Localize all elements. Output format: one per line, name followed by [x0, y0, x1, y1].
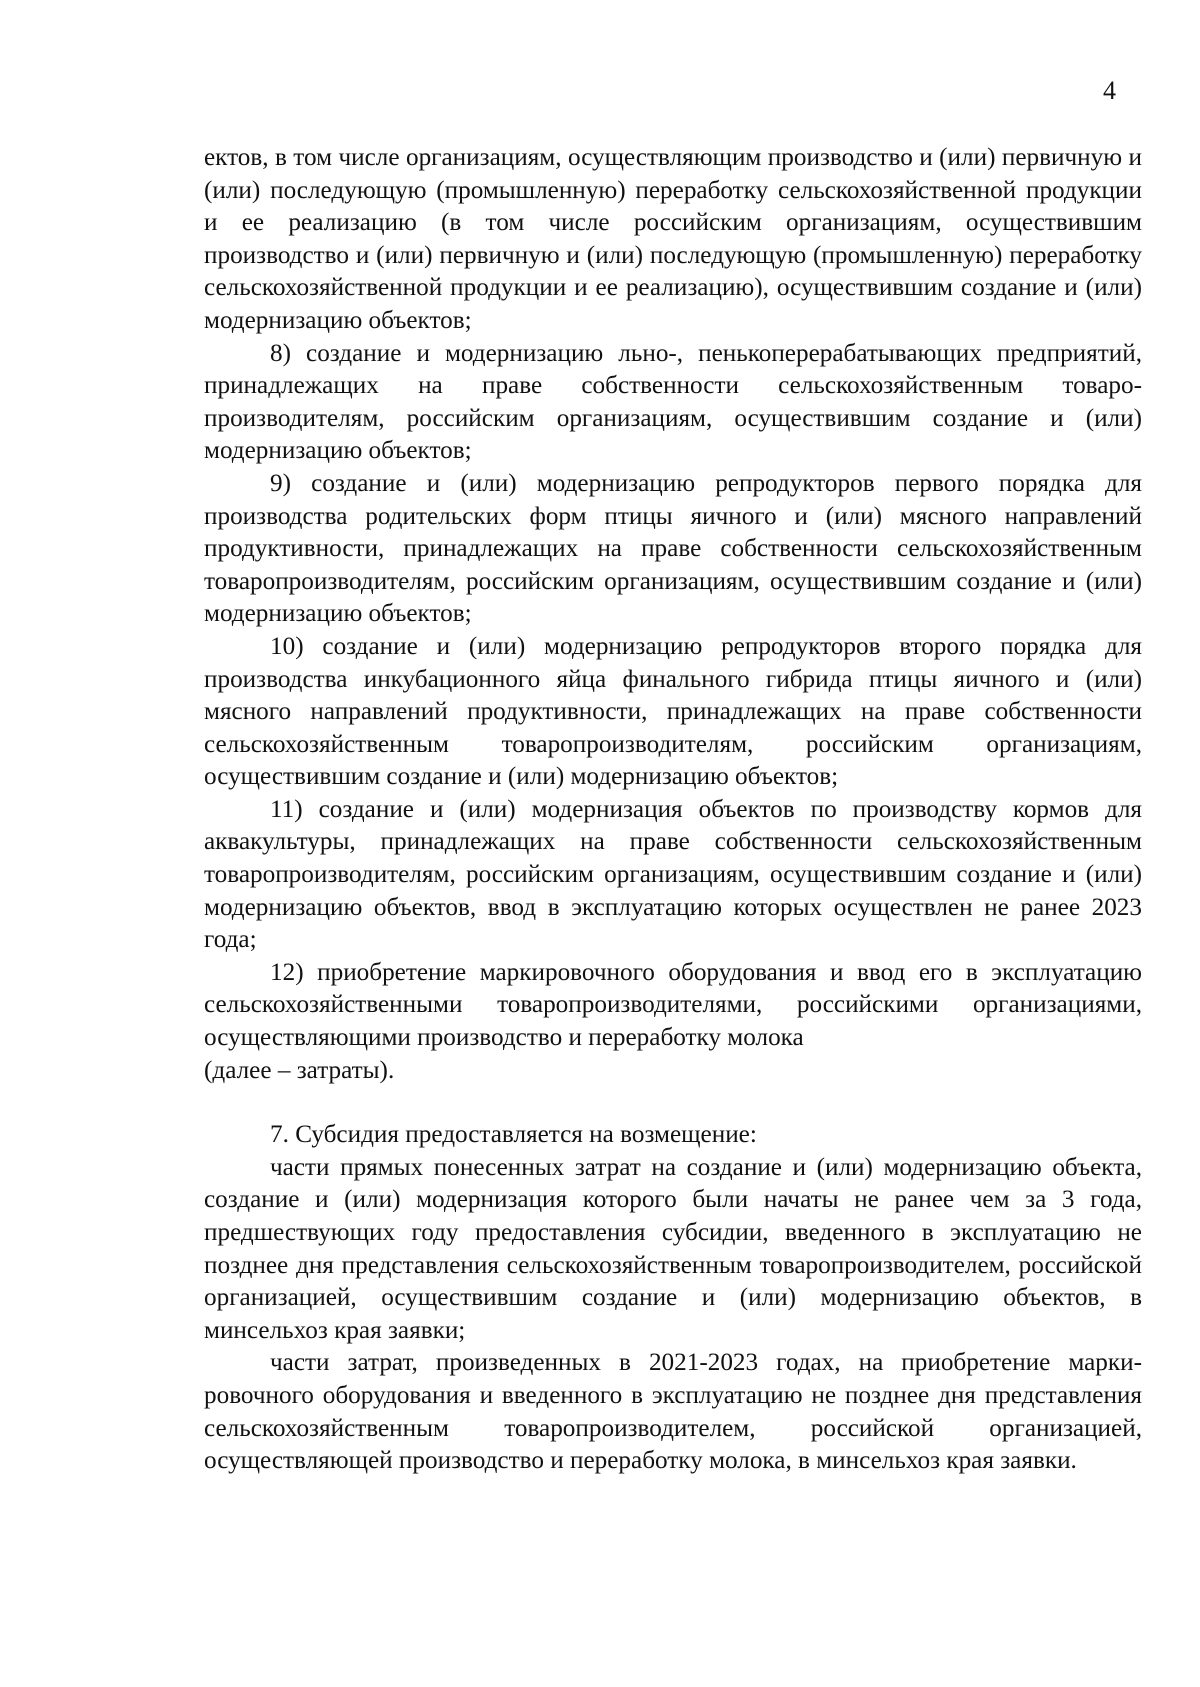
- clause-7-heading: 7. Субсидия предоставляется на возмещение:: [270, 1121, 757, 1149]
- list-item-10: 10) создание и (или) модернизацию репродукторов второго порядка для производства инкубационного яйца финального гибрида птицы яичного и (или) мясного направлений продуктивности, принадлежащих на праве собственности сельскохозяйственным товаропроизводителям, российским организациям, осуществившим создание и (или) модернизацию объектов;: [204, 632, 1142, 791]
- list-item-11: 11) создание и (или) модернизация объектов по производству кормов для аквакультуры, принадлежащих на праве собственности сельскохозяйственным товаропроизводителям, российским организациям, осуществившим создание и (или) модернизацию объектов, ввод в эксплуатацию которых осуществлен не ранее 2023 года;: [204, 795, 1142, 954]
- page-number: 4: [1103, 76, 1116, 105]
- clause-7-part-1: части прямых понесенных затрат на создание и (или) модернизацию объекта, создание и (или) модернизация которого были начаты не ранее чем за 3 года, предшествующих году предоставления субсидии, введенного в эксплуатацию не позднее дня представления сельскохозяйственным товаропроизводителем, российской организацией, осуществившим создание и (или) модернизацию объектов, в минсельхоз края заявки;: [204, 1153, 1142, 1344]
- document-body: [204, 142, 1142, 1478]
- list-item-12-end: (далее – затраты).: [204, 1056, 395, 1084]
- paragraph-gap: [204, 1087, 1142, 1119]
- list-item-12: 12) приобретение маркировочного оборудования и ввод его в эксплуатацию сельскохозяйственными товаропроизводителями, российскими организациями, осуществляющими производство и переработку молока: [204, 958, 1142, 1052]
- paragraph-continuation: ектов, в том числе организациям, осуществляющим производство и (или) первичную и (или) последующую (промышленную) переработку сельскохозяйственной продукции и ее реализацию (в том числе российским организациям, осуществившим производство и (или) первичную и (или) последующую (промышленную) переработку сельскохозяйственной продукции и ее реализацию), осуществившим создание и (или) модернизацию объектов;: [204, 144, 1142, 334]
- clause-7-part-2: части затрат, произведенных в 2021-2023 годах, на приобретение маркировочного оборудования и введенного в эксплуатацию не позднее дня представления сельскохозяйственным товаропроизводителем, российской организацией, осуществляющей производство и переработку молока, в минсельхоз края заявки.: [204, 1349, 1142, 1475]
- list-item-9: 9) создание и (или) модернизацию репродукторов первого порядка для производства родительских форм птицы яичного и (или) мясного направлений продуктивности, принадлежащих на праве собственности сельскохозяйственным товаропроизводителям, российским организациям, осуществившим создание и (или) модернизацию объектов;: [204, 469, 1142, 628]
- list-item-8: 8) создание и модернизацию льно-, пенькоперерабатывающих предприятий, принадлежащих на праве собственности сельскохозяйственным товаропроизводителям, российским организациям, осуществившим создание и (или) модернизацию объектов;: [204, 339, 1142, 465]
